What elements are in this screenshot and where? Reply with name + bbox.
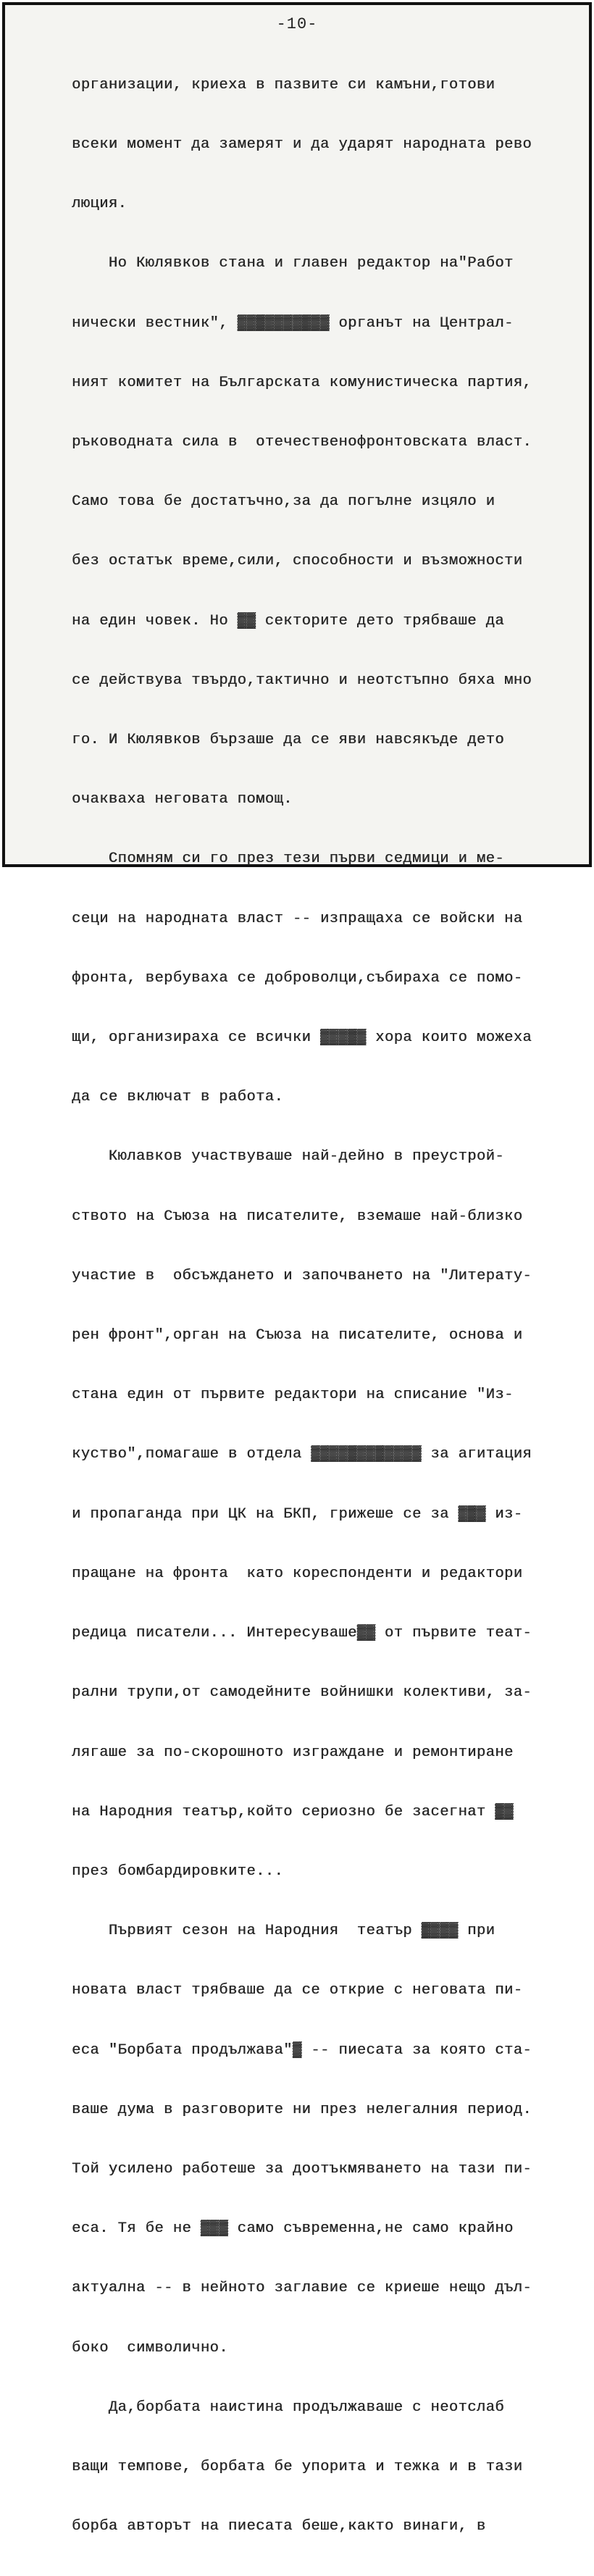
text-line: Той усилено работеше за доотъкмяването на тази пи-: [72, 2160, 532, 2178]
text-line: куство",помагаше в отдела ▓▓▓▓▓▓▓▓▓▓▓▓ за агитация: [72, 1446, 532, 1463]
text-line: очакваха неговата помощ.: [72, 791, 293, 808]
text-line: го. И Кюлявков бързаше да се яви навсякъде дето: [72, 732, 504, 749]
text-line: се действува твърдо,тактично и неотстъпно бяха мно: [72, 672, 532, 689]
text-line: ството на Съюза на писателите, вземаше най-близко: [72, 1208, 523, 1225]
text-line: Спомням си го през тези първи седмици и ме-: [72, 850, 504, 868]
text-line: ният комитет на Българската комунистическа партия,: [72, 374, 532, 391]
text-line: и пропаганда при ЦК на БКП, грижеше се за ▓▓▓ из-: [72, 1505, 523, 1523]
typewritten-text: [72, 35, 593, 2576]
text-line: Да,борбата наистина продължаваше с неотслаб: [72, 2399, 504, 2416]
text-line: пращане на фронта като кореспонденти и редактори: [72, 1565, 523, 1582]
text-line: нически вестник", ▓▓▓▓▓▓▓▓▓▓ органът на Централ-: [72, 314, 514, 332]
text-line: рен фронт",орган на Съюза на писателите, основа и: [72, 1327, 523, 1345]
text-line: Кюлавков участвуваше най-дейно в преустрой-: [72, 1148, 504, 1166]
text-line: на Народния театър,който сериозно бе засегнат ▓▓: [72, 1803, 514, 1820]
document-page: [2, 2, 592, 2535]
text-line: Само това бе достатъчно,за да погълне изцяло и: [72, 493, 495, 511]
text-line: организации, криеха в пазвите си камъни,готови: [72, 76, 495, 93]
text-line: щи, организираха се всички ▓▓▓▓▓ хора които можеха: [72, 1029, 532, 1047]
text-line: на един човек. Но ▓▓ секторите дето трябваше да: [72, 612, 504, 630]
text-line: рални трупи,от самодейните войнишки колективи, за-: [72, 1684, 532, 1702]
text-line: сеци на народната власт -- изпращаха се войски на: [72, 910, 523, 927]
text-line: лягаше за по-скорошното изграждане и ремонтиране: [72, 1744, 514, 1761]
text-line: ваше дума в разговорите ни през нелегалния период.: [72, 2101, 532, 2118]
text-line: участие в обсъждането и започването на "Литерату-: [72, 1267, 532, 1284]
text-line: ващи темпове, борбата бе упорита и тежка и в тази: [72, 2458, 523, 2475]
text-line: стана един от първите редактори на списание "Из-: [72, 1387, 514, 1404]
text-line: еса. Тя бе не ▓▓▓ само съвременна,не само крайно: [72, 2220, 514, 2238]
text-line: борба авторът на пиесата беше,както винаги, в: [72, 2518, 486, 2535]
text-line: фронта, вербуваха се доброволци,събираха се помо-: [72, 969, 523, 987]
text-line: еса "Борбата продължава"▓ -- пиесата за която ста-: [72, 2041, 532, 2059]
text-line: Но Кюлявков стана и главен редактор на"Работ: [72, 255, 514, 272]
page-number: -10-: [276, 15, 318, 33]
text-line: без остатък време,сили, способности и възможности: [72, 553, 523, 570]
text-line: Първият сезон на Народния театър ▓▓▓▓ при: [72, 1923, 495, 1940]
text-line: люция.: [72, 196, 127, 213]
text-line: през бомбардировките...: [72, 1862, 284, 1880]
text-line: новата власт трябваше да се открие с неговата пи-: [72, 1982, 523, 1999]
text-line: да се включат в работа.: [72, 1089, 284, 1106]
text-line: актуална -- в нейното заглавие се криеше нещо дъл-: [72, 2280, 532, 2297]
text-line: боко символично.: [72, 2339, 228, 2357]
text-line: всеки момент да замерят и да ударят народната рево: [72, 136, 532, 154]
text-line: ръководната сила в отечественофронтовската власт.: [72, 434, 532, 451]
text-line: редица писатели... Интересуваше▓▓ от първите теат-: [72, 1625, 532, 1642]
